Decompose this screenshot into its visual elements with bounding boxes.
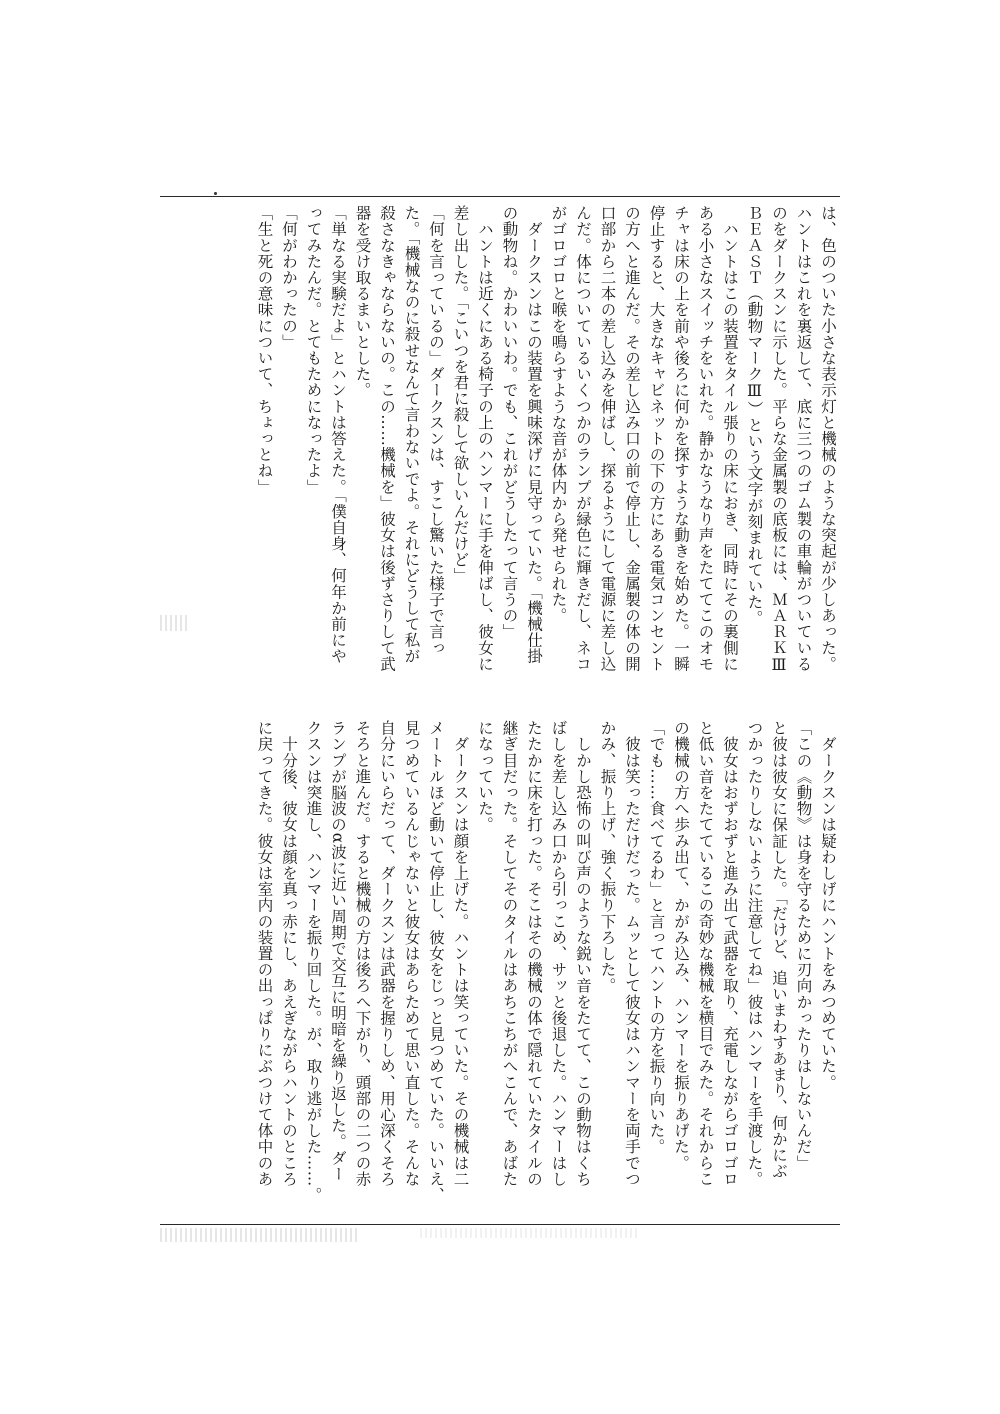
text-line: 十分後、彼女は顔を真っ赤にし、あえぎながらハントのところ: [280, 720, 298, 1187]
text-line: ダークスンは疑わしげにハントをみつめていた。: [819, 720, 837, 1091]
text-line: 自分にいらだって、ダークスンは武器を握りしめ、用心深くそろ: [378, 720, 396, 1187]
scan-smudge: [160, 1228, 360, 1242]
text-line: しかし恐怖の叫び声のような鋭い音をたてて、この動物はくち: [574, 720, 592, 1187]
text-line: ある小さなスイッチをいれた。静かなうなり声をたててこのオモ: [696, 205, 715, 672]
text-line: ハントは近くにある椅子の上のハンマーに手を伸ばし、彼女に: [476, 205, 494, 672]
text-line: の動物ね。かわいいわ。でも、これがどうしたって言うの」: [500, 205, 519, 640]
text-line: の方へと進んだ。その差し込み口の前で停止し、金属製の体の開: [623, 205, 641, 672]
text-line: たたかに床を打った。そこはその機械の体で隠れていたタイルの: [525, 720, 543, 1187]
text-line: 器を受け取るまいとした。: [353, 205, 372, 399]
text-line: 「この《動物》は身を守るために刃向かったりはしないんだ」: [794, 720, 813, 1171]
text-line: は、色のついた小さな表示灯と機械のような突起が少しあった。: [819, 205, 837, 672]
text-line: かみ、振り上げ、強く振り下ろした。: [598, 720, 617, 994]
text-line: 口部から二本の差し込みを伸ばし、探るようにして電源に差し込: [598, 205, 617, 672]
text-line: 見つめているんじゃないと彼女はあらためて思い直した。そんな: [402, 720, 421, 1187]
bottom-rule: [160, 1224, 840, 1225]
text-line: チャは床の上を前や後ろに何かを探すような動きを始めた。一瞬: [672, 205, 690, 672]
scan-smudge: [160, 615, 190, 631]
text-line: 停止すると、大きなキャビネットの下の方にある電気コンセント: [647, 205, 666, 672]
text-line: の機械の方へ歩み出て、かがみ込み、ハンマーを振りあげた。: [672, 720, 690, 1171]
text-line: ＢＥＡＳＴ（動物マークⅢ）という文字が刻まれていた。: [745, 205, 764, 627]
text-line: た。「機械なのに殺せなんて言わないでよ。それにどうして私が: [402, 205, 421, 665]
text-line: に戻ってきた。彼女は室内の装置の出っぱりにぶつけて体中のあ: [255, 720, 274, 1187]
text-line: 殺さなきゃならないの。この……機械を」彼女は後ずさりして武: [378, 205, 396, 672]
text-line: になっていた。: [476, 720, 494, 833]
text-line: んだ。体についているいくつかのランプが緑色に輝きだし、ネコ: [574, 205, 592, 672]
text-line: と低い音をたてているこの奇妙な機械を横目でみた。それからこ: [696, 720, 715, 1187]
upper-text-column: [160, 205, 840, 717]
text-line: ハントはこれを裏返して、底に三つのゴム製の車輪がついている: [794, 205, 813, 672]
text-line: ばしを差し込み口から引っこめ、サッと後退した。ハンマーはし: [549, 720, 568, 1187]
text-line: つかったりしないように注意してね」彼はハンマーを手渡した。: [745, 720, 764, 1187]
text-line: 継ぎ目だった。そしてそのタイルはあちこちがへこんで、あばた: [500, 720, 519, 1187]
text-line: ダークスンは顔を上げた。ハントは笑っていた。その機械は二: [451, 720, 470, 1187]
text-line: そろと進んだ。すると機械の方は後ろへ下がり、頭部の二つの赤: [353, 720, 372, 1187]
text-line: 「生と死の意味について、ちょっとね」: [255, 205, 274, 495]
text-line: ハントはこの装置をタイル張りの床におき、同時にその裏側に: [721, 205, 739, 672]
text-line: 彼は笑っただけだった。ムッとして彼女はハンマーを両手でつ: [623, 720, 641, 1187]
text-line: 「単なる実験だよ」とハントは答えた。「僕自身、何年か前にや: [329, 205, 347, 665]
lower-text-column: [160, 720, 840, 1218]
text-line: と彼は彼女に保証した。「だけど、追いまわすあまり、何かにぶ: [770, 720, 788, 1180]
scan-speck: [214, 192, 217, 195]
text-line: のをダークスンに示した。平らな金属製の底板には、ＭＡＲＫⅢ: [770, 205, 788, 675]
text-line: 差し出した。「こいつを君に殺して欲しいんだけど」: [451, 205, 470, 584]
top-rule: [160, 196, 840, 197]
text-line: メートルほど動いて停止し、彼女をじっと見つめていた。いいえ、: [427, 720, 445, 1203]
text-line: 「何がわかったの」: [280, 205, 298, 350]
text-line: ランプが脳波のα波に近い周期で交互に明暗を繰り返した。ダー: [329, 720, 347, 1182]
text-line: 「でも……食べてるわ」と言ってハントの方を振り向いた。: [647, 720, 666, 1155]
scan-smudge: [420, 1228, 640, 1238]
text-line: がゴロゴロと喉を鳴らすような音が体内から発せられた。: [549, 205, 568, 624]
text-line: 「何を言っているの」ダークスンは、すこし驚いた様子で言っ: [427, 205, 445, 656]
text-line: ダークスンはこの装置を興味深げに見守っていた。「機械仕掛: [525, 205, 543, 665]
text-line: 彼女はおずおずと進み出て武器を取り、充電しながらゴロゴロ: [721, 720, 739, 1187]
text-line: クスンは突進し、ハンマーを振り回した。が、取り逃がした……。: [304, 720, 323, 1203]
text-line: ってみたんだ。とてもためになったよ」: [304, 205, 323, 495]
